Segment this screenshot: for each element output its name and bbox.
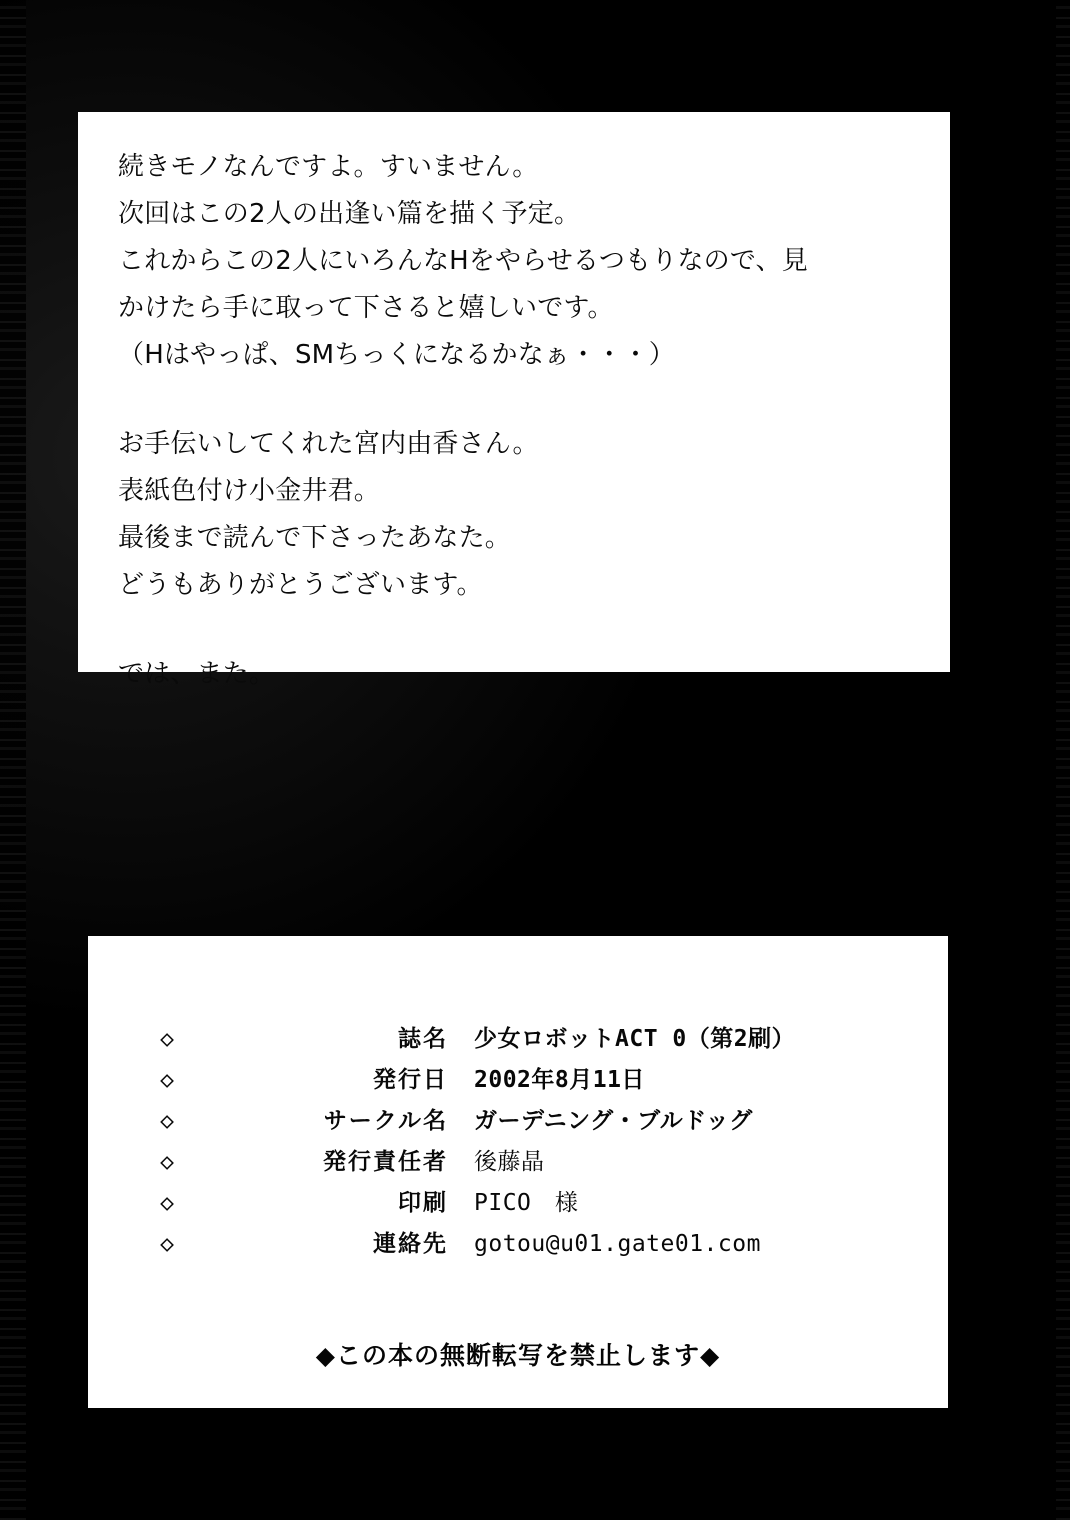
table-row xyxy=(128,1057,908,1098)
colophon-label: 印刷 xyxy=(398,1190,448,1216)
colophon-label: サークル名 xyxy=(323,1108,448,1134)
colophon-panel xyxy=(88,936,948,1408)
colophon-value: 後藤晶 xyxy=(474,1149,545,1175)
colophon-value: 2002年8月11日 xyxy=(474,1067,645,1093)
colophon-label: 連絡先 xyxy=(373,1231,448,1257)
afterword-line: （Hはやっぱ、SMちっくになるかなぁ・・・） xyxy=(118,340,675,370)
colophon-label: 発行責任者 xyxy=(323,1149,448,1175)
afterword-paragraph-2 xyxy=(118,421,910,609)
colophon-value: ガーデニング・ブルドッグ xyxy=(474,1108,753,1134)
diamond-icon: ◇ xyxy=(160,1108,174,1134)
afterword-paragraph-3 xyxy=(118,651,910,698)
afterword-line: 続きモノなんですよ。すいません。 xyxy=(118,152,539,182)
colophon-value: 少女ロボットACT 0（第2刷） xyxy=(474,1026,796,1052)
afterword-paragraph-1 xyxy=(118,144,910,379)
diamond-icon: ◇ xyxy=(160,1026,174,1052)
afterword-line: お手伝いしてくれた宮内由香さん。 xyxy=(118,429,539,459)
copyright-notice: ◆この本の無断転写を禁止します◆ xyxy=(315,1341,721,1370)
table-row xyxy=(128,1180,908,1221)
afterword-line: 次回はこの2人の出逢い篇を描く予定。 xyxy=(118,199,581,229)
colophon-label: 誌名 xyxy=(398,1026,448,1052)
afterword-spacer xyxy=(118,379,910,421)
afterword-line: これからこの2人にいろんなHをやらせるつもりなので、見 xyxy=(118,246,808,276)
afterword-spacer xyxy=(118,609,910,651)
colophon-value-email: gotou@u01.gate01.com xyxy=(474,1231,761,1257)
diamond-icon: ◇ xyxy=(160,1231,174,1257)
table-row xyxy=(128,1139,908,1180)
colophon-label: 発行日 xyxy=(373,1067,448,1093)
afterword-line: では、また。 xyxy=(118,659,276,689)
diamond-icon: ◇ xyxy=(160,1067,174,1093)
afterword-line: 表紙色付け小金井君。 xyxy=(118,476,381,506)
afterword-line: かけたら手に取って下さると嬉しいです。 xyxy=(118,293,614,323)
table-row xyxy=(128,1098,908,1139)
colophon-table xyxy=(128,1016,908,1262)
diamond-icon: ◇ xyxy=(160,1149,174,1175)
scan-edge-right xyxy=(1056,0,1070,1520)
table-row xyxy=(128,1221,908,1262)
scan-edge-left xyxy=(0,0,26,1520)
colophon-value: PICO 様 xyxy=(474,1190,579,1216)
afterword-line: 最後まで読んで下さったあなた。 xyxy=(118,523,512,553)
table-row xyxy=(128,1016,908,1057)
afterword-line: どうもありがとうございます。 xyxy=(118,570,483,600)
afterword-panel xyxy=(78,112,950,689)
diamond-icon: ◇ xyxy=(160,1190,174,1216)
